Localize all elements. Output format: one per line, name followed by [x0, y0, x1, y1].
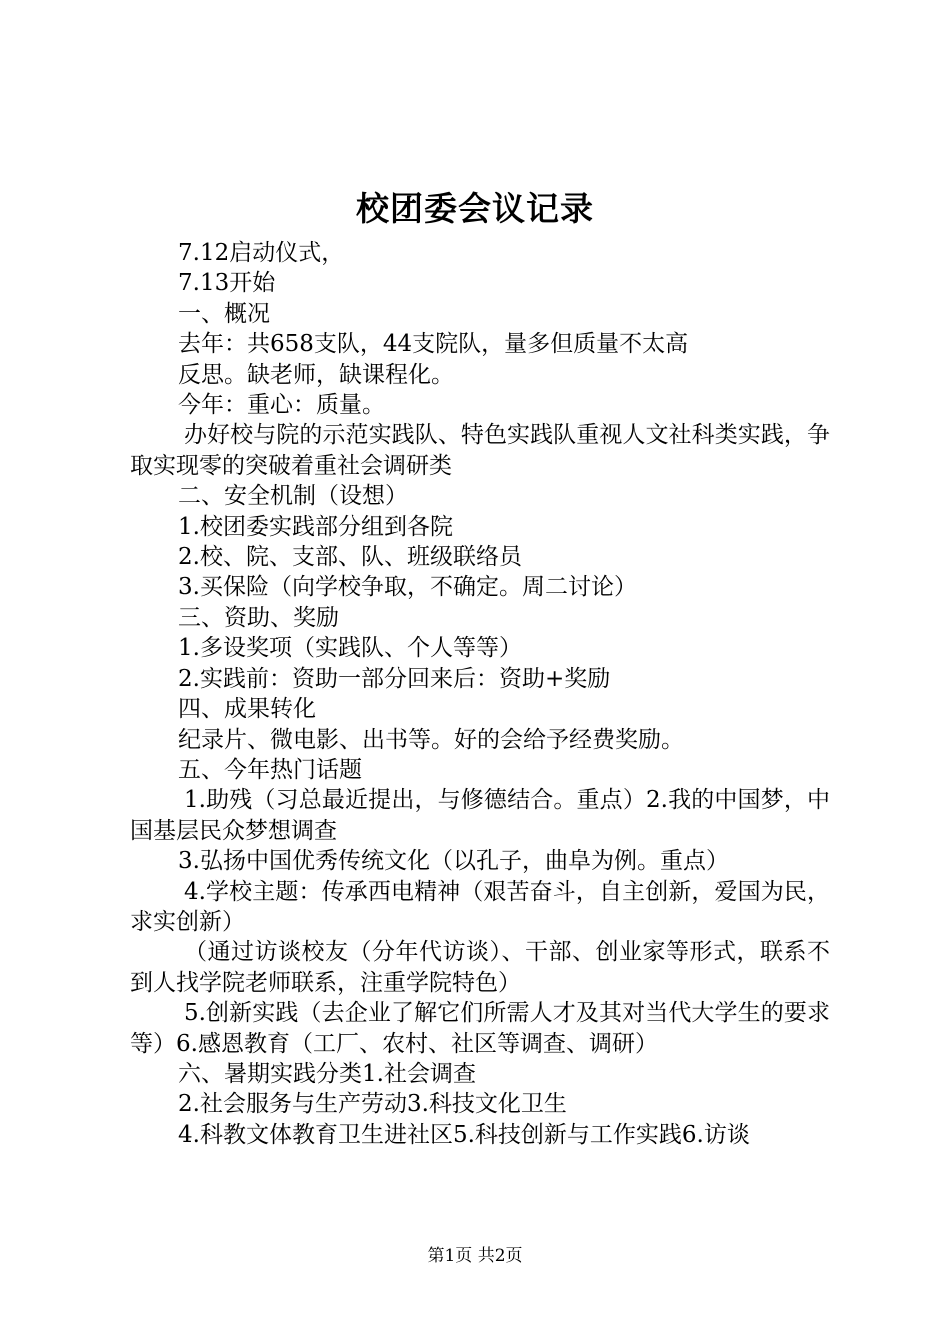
section-heading: 三、资助、奖励 — [178, 604, 339, 631]
list-item: 3.弘扬中国优秀传统文化（以孔子，曲阜为例。重点） — [178, 848, 729, 875]
list-item: 2.社会服务与生产劳动3.科技文化卫生 — [178, 1091, 567, 1118]
paragraph: 纪录片、微电影、出书等。好的会给予经费奖励。 — [178, 726, 684, 753]
paragraph: 7.13开始 — [178, 270, 276, 297]
section-heading: 六、暑期实践分类1.社会调查 — [178, 1060, 476, 1087]
paragraph: 今年：重心：质量。 — [178, 392, 385, 419]
section-heading: 二、安全机制（设想） — [178, 483, 408, 510]
list-item: 1.多设奖项（实践队、个人等等） — [178, 635, 522, 662]
section-heading: 五、今年热门话题 — [178, 756, 362, 783]
list-item: 2.实践前：资助一部分回来后：资助+奖励 — [178, 665, 611, 692]
list-item: 3.买保险（向学校争取，不确定。周二讨论） — [178, 574, 637, 601]
list-item: 1.助残（习总最近提出，与修德结合。重点）2.我的中国梦，中国基层民众梦想调查 — [130, 787, 830, 844]
section-heading: 四、成果转化 — [178, 696, 316, 723]
list-item: 2.校、院、支部、队、班级联络员 — [178, 544, 522, 571]
paragraph: 办好校与院的示范实践队、特色实践队重视人文社科类实践，争取实现零的突破着重社会调研类 — [130, 422, 830, 479]
paragraph: 7.12启动仪式， — [178, 240, 345, 266]
list-item: 1.校团委实践部分组到各院 — [178, 513, 453, 540]
document-body — [130, 238, 830, 1150]
paragraph: （通过访谈校友（分年代访谈）、干部、创业家等形式，联系不到人找学院老师联系，注重学院特色） — [130, 939, 830, 996]
page-footer: 第1页 共2页 — [427, 1246, 523, 1266]
paragraph: 去年：共658支队，44支院队，量多但质量不太高 — [178, 331, 689, 358]
list-item: 5.创新实践（去企业了解它们所需人才及其对当代大学生的要求等）6.感恩教育（工厂、农村、社区等调查、调研） — [130, 1000, 830, 1057]
document-title: 校团委会议记录 — [356, 189, 594, 228]
section-heading: 一、概况 — [178, 300, 270, 327]
list-item: 4.学校主题：传承西电精神（艰苦奋斗，自主创新，爱国为民，求实创新） — [130, 878, 830, 935]
list-item: 4.科教文体教育卫生进社区5.科技创新与工作实践6.访谈 — [178, 1121, 750, 1148]
paragraph: 反思。缺老师，缺课程化。 — [178, 361, 454, 388]
